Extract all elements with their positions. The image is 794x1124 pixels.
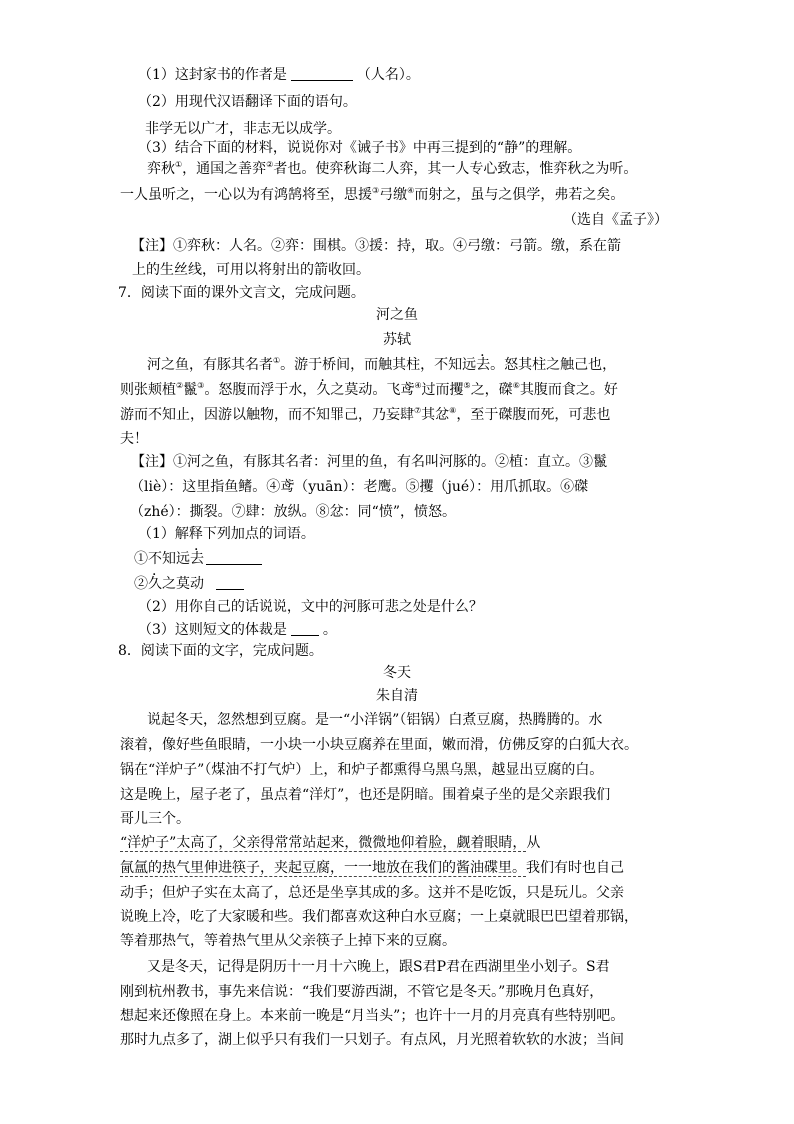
dotted-word: 去: [476, 357, 491, 373]
footnote-mark-6: ⑥: [512, 381, 520, 390]
text-run: 而射之，虽与之俱学，弗若之矣。: [414, 187, 625, 203]
text-run: 一人虽听之，一心以为有鸿鹄将至，思援: [120, 187, 372, 203]
q7-sub1-b: [0, 575, 794, 593]
q8-heading: 8．阅读下面的文字，完成问题。: [118, 643, 323, 659]
text-run: 者也。使弈秋诲二人弈，其一人专心致志，惟弈秋之为听。: [273, 161, 638, 177]
mengzi-note-2: 上的生丝线，可用以将射出的箭收回。: [132, 262, 370, 278]
text-run: （3）这则短文的体裁是: [138, 622, 287, 638]
text-run: 之，磔: [470, 382, 513, 398]
q7-author: 苏轼: [383, 332, 411, 348]
q7-text-line-4: 夫！: [120, 431, 148, 447]
text-run: ，至于磔腹而死，可悲也: [456, 407, 611, 423]
q6-sub2-quote: 非学无以广才，非志无以成学。: [145, 121, 341, 137]
q7-text-line-3: [0, 406, 794, 424]
q7-heading: 7．阅读下面的课外文言文，完成问题。: [118, 285, 365, 301]
q8-title: 冬天: [383, 665, 411, 681]
q8-line-6: [0, 834, 794, 852]
text-run: 其腹而食之。好: [519, 382, 618, 398]
footnote-mark-4: ④: [407, 186, 415, 195]
text-run: 。游于桥间，而触其柱，不知远: [280, 357, 477, 373]
text-run: 弈秋: [147, 161, 175, 177]
q8-line-2: 滚着，像好些鱼眼睛，一小块一小块豆腐养在里面，嫩而滑，仿佛反穿的白狐大衣。: [120, 737, 638, 753]
footnote-mark-2: ②: [266, 160, 274, 169]
footnote-mark-7: ⑦: [414, 406, 422, 415]
q8-line-1: 说起冬天，忽然想到豆腐。是一“小洋锅”（铝锅）白煮豆腐，热腾腾的。水: [147, 712, 603, 728]
dotted-word: 久: [148, 576, 162, 592]
footnote-mark-3: ③: [197, 381, 205, 390]
text-run: 过而攫: [421, 382, 464, 398]
footnote-mark-1: ①: [175, 160, 183, 169]
q7-sub3: [0, 621, 794, 639]
q6-sub1: [0, 66, 794, 84]
underlined-sentence-cont: 氤氲的热气里伸进筷子，夹起豆腐，一一地放在我们的酱油碟里。: [120, 860, 526, 876]
q6-sub3: （3）结合下面的材料，说说你对《诫子书》中再三提到的“静”的理解。: [138, 140, 582, 156]
text-run: 。怒腹而浮于水，: [204, 382, 317, 398]
text-run: 弓缴: [379, 187, 408, 203]
q7-sub1-a: [0, 550, 794, 568]
answer-blank[interactable]: [216, 575, 244, 590]
q8-line-3: 锅在“洋炉子”（煤油不打气炉）上，和炉子都熏得乌黑乌黑，越显出豆腐的白。: [120, 762, 604, 778]
dotted-word: 久: [316, 382, 331, 398]
text-run: 从: [526, 835, 541, 851]
mengzi-note-1: 【注】①弈秋：人名。②弈：围棋。③援：持，取。④弓缴：弓箭。缴，系在箭: [131, 238, 621, 254]
mengzi-line-1: [0, 160, 794, 178]
q8-line-10: 等着那热气，等着热气里从父亲筷子上掉下来的豆腐。: [120, 933, 456, 949]
footnote-mark-4: ④: [414, 381, 422, 390]
text-run: 。: [322, 622, 337, 638]
text-run: 我们有时也自己: [526, 860, 624, 876]
q8-line-14: 那时九点多了，湖上似乎只有我们一只划子。有点风，月光照着软软的水波；当间: [120, 1032, 624, 1048]
answer-blank[interactable]: [206, 550, 262, 565]
q7-text-line-1: [0, 356, 794, 374]
q7-note-1: 【注】①河之鱼，有豚其名者：河里的鱼，有名叫河豚的。②植：直立。③鬣: [131, 454, 607, 470]
mengzi-line-2: [0, 186, 794, 204]
q7-title: 河之鱼: [376, 307, 418, 323]
q8-line-13: 想起来还像照在身上。本来前一晚是“月当头”；也许十一月的月亮真有些特别吧。: [120, 1008, 625, 1024]
q8-line-8: 动手；但炉子实在太高了，总还是坐享其成的多。这并不是吃饭，只是玩儿。父亲: [120, 885, 624, 901]
text-run: 之莫动。飞鸢: [330, 382, 415, 398]
text-run: 其忿: [421, 407, 450, 423]
text-run: 之莫动: [162, 576, 204, 592]
q6-sub2: （2）用现代汉语翻译下面的语句。: [138, 94, 357, 110]
q8-line-4: 这是晚上，屋子老了，虽点着“洋灯”，也还是阴暗。围着桌子坐的是父亲跟我们: [120, 787, 611, 803]
footnote-mark-3: ③: [372, 186, 380, 195]
text-run: ，通国之善弈: [182, 161, 267, 177]
text-run: 游而不知止，因游以触物，而不知罪己，乃妄肆: [120, 407, 414, 423]
q8-line-9: 说晚上冷，吃了大家暖和些。我们都喜欢这种白水豆腐；一上桌就眼巴巴望着那锅，: [120, 909, 638, 925]
q6-sub1-unit: （人名）。: [356, 67, 420, 83]
footnote-mark-8: ⑧: [449, 406, 457, 415]
footnote-mark-5: ⑤: [463, 381, 471, 390]
q7-sub1: （1）解释下列加点的词语。: [138, 526, 315, 542]
q7-note-3: （zhé）：撕裂。⑦肆：放纵。⑧忿：同“愤”，愤怒。: [130, 504, 456, 520]
q8-line-11: 又是冬天，记得是阴历十一月十六晚上，跟S君P君在西湖里坐小划子。S君: [147, 959, 610, 975]
underlined-sentence: “洋炉子”太高了，父亲得常常站起来，微微地仰着脸，觑着眼睛，: [120, 835, 527, 851]
q7-sub2: （2）用你自己的话说说，文中的河豚可悲之处是什么？: [138, 599, 483, 615]
text-run: 鬣: [183, 382, 198, 398]
answer-blank[interactable]: [291, 66, 353, 81]
q8-line-12: 刚到杭州教书，事先来信说：“我们要游西湖，不管它是冬天。”那晚月色真好，: [120, 984, 604, 1000]
footnote-mark-2: ②: [176, 381, 184, 390]
text-run: 河之鱼，有豚其名者: [147, 357, 273, 373]
answer-blank[interactable]: [291, 621, 319, 636]
mengzi-source: （选自《孟子》）: [563, 212, 668, 228]
q8-author: 朱自清: [376, 688, 418, 704]
footnote-mark-1: ①: [273, 356, 281, 365]
q6-sub1-text: （1）这封家书的作者是: [138, 67, 287, 83]
q7-text-line-2: [0, 381, 794, 399]
text-run: 。怒其柱之触己也，: [490, 357, 617, 373]
text-run: 哥儿三个。: [120, 811, 190, 827]
text-run: ②: [134, 576, 148, 592]
text-run: ①不知远: [134, 551, 190, 567]
text-run: 则张颊植: [120, 382, 176, 398]
dotted-word: 去: [190, 551, 204, 567]
q8-line-5: [0, 810, 794, 828]
q7-note-2: （liè）：这里指鱼鳍。④鸢（yuān）：老鹰。⑤攫（jué）：用爪抓取。⑥磔: [130, 479, 589, 495]
q8-line-7: [0, 859, 794, 877]
